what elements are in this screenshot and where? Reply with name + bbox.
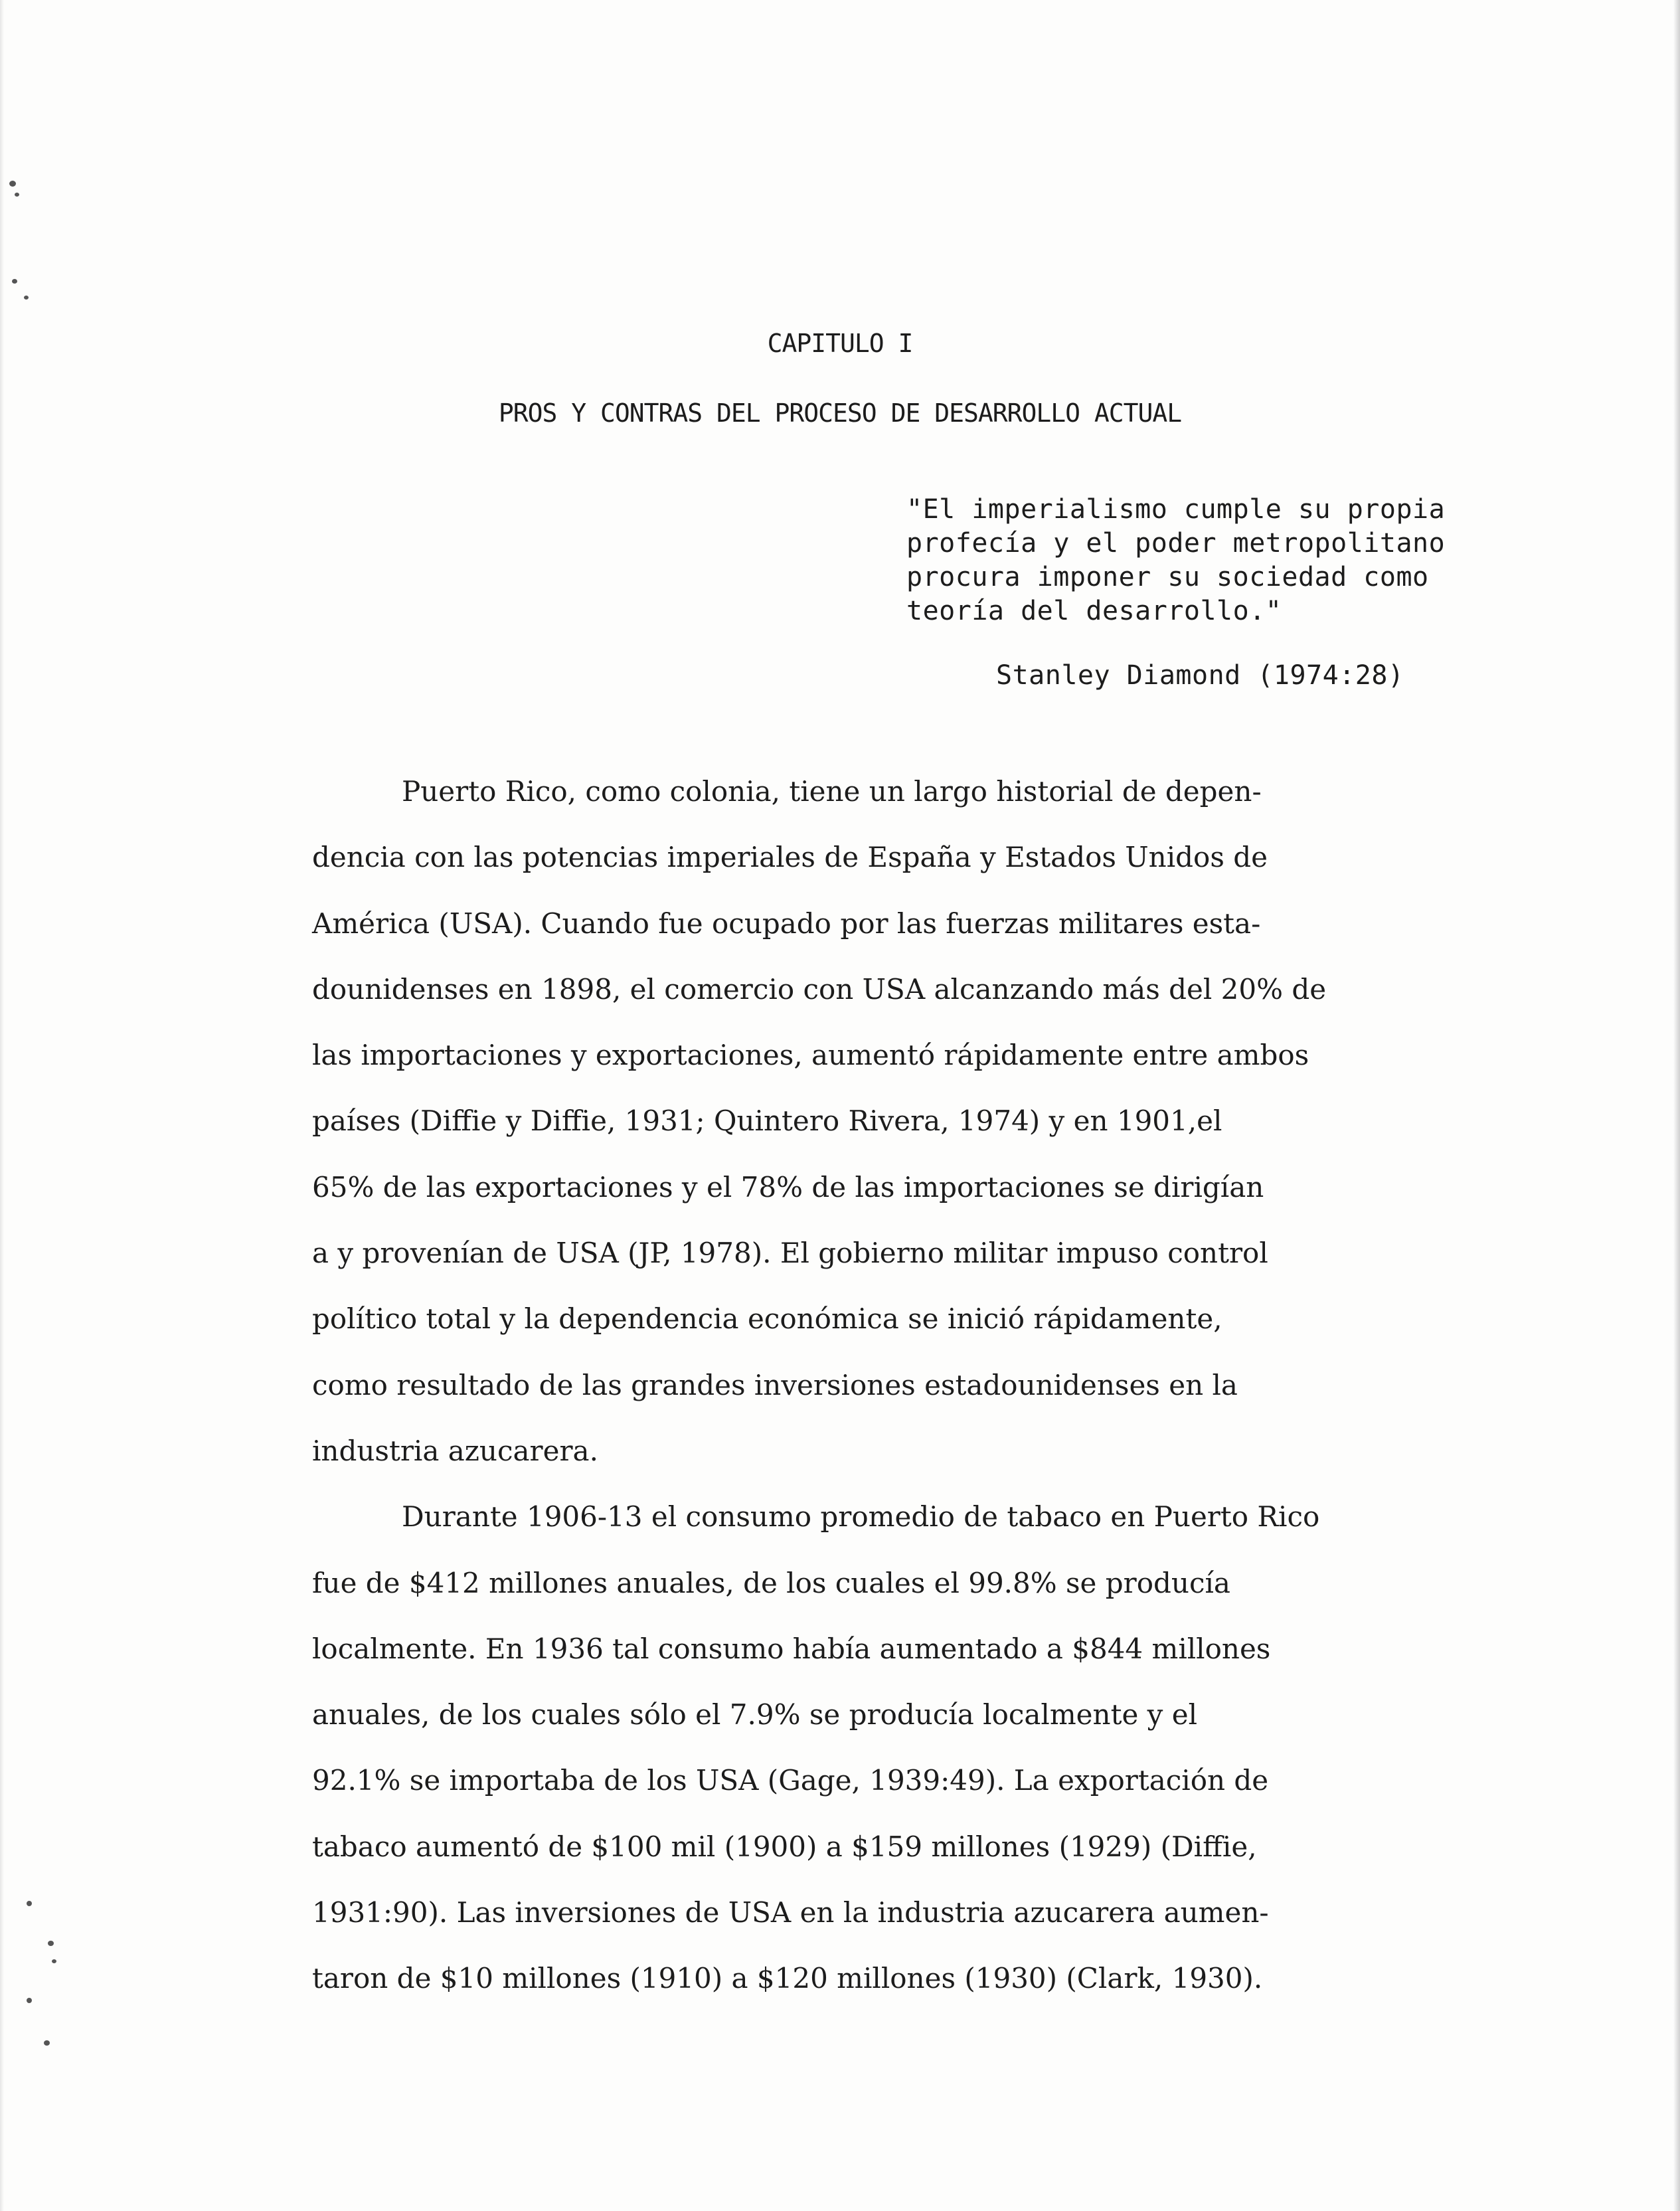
paragraph-2 <box>312 1484 1574 2011</box>
epigraph <box>906 493 1570 628</box>
text-line: tabaco aumentó de $100 mil (1900) a $159 millones (1929) (Diffie, <box>312 1830 1257 1863</box>
text-line: 65% de las exportaciones y el 78% de las importaciones se dirigían <box>312 1170 1264 1203</box>
text-line: taron de $10 millones (1910) a $120 millones (1930) (Clark, 1930). <box>312 1962 1263 1995</box>
scan-speck <box>12 279 17 284</box>
text-line: América (USA). Cuando fue ocupado por las fuerzas militares esta- <box>312 907 1261 940</box>
scan-speck <box>9 181 16 187</box>
text-line: Puerto Rico, como colonia, tiene un largo historial de depen- <box>402 775 1262 808</box>
text-line: anuales, de los cuales sólo el 7.9% se producía localmente y el <box>312 1698 1198 1731</box>
text-line: político total y la dependencia económica se inició rápidamente, <box>312 1302 1222 1336</box>
text-line: como resultado de las grandes inversiones estadounidenses en la <box>312 1368 1238 1401</box>
scan-speck <box>27 1901 32 1906</box>
text-line: localmente. En 1936 tal consumo había aumentado a $844 millones <box>312 1632 1271 1665</box>
text-line: 92.1% se importaba de los USA (Gage, 1939:49). La exportación de <box>312 1764 1269 1797</box>
body-text <box>312 758 1574 2012</box>
scan-speck <box>48 1941 54 1946</box>
epigraph-line: teoría del desarrollo." <box>906 596 1282 626</box>
chapter-heading: CAPITULO I <box>767 329 913 358</box>
text-line: industria azucarera. <box>312 1434 598 1467</box>
scan-speck <box>24 296 29 300</box>
text-line: fue de $412 millones anuales, de los cuales el 99.8% se producía <box>312 1566 1230 1599</box>
scan-speck <box>52 1959 56 1963</box>
text-line: dounidenses en 1898, el comercio con USA alcanzando más del 20% de <box>312 972 1327 1006</box>
text-line: países (Diffie y Diffie, 1931; Quintero Rivera, 1974) y en 1901,el <box>312 1105 1222 1138</box>
epigraph-attribution: Stanley Diamond (1974:28) <box>996 660 1404 691</box>
text-line: Durante 1906-13 el consumo promedio de tabaco en Puerto Rico <box>402 1500 1320 1534</box>
paragraph-1 <box>312 758 1574 1484</box>
chapter-title: PROS Y CONTRAS DEL PROCESO DE DESARROLLO ACTUAL <box>498 398 1182 428</box>
epigraph-line: profecía y el poder metropolitano <box>906 528 1446 559</box>
text-line: las importaciones y exportaciones, aumentó rápidamente entre ambos <box>312 1039 1309 1072</box>
scan-speck <box>27 1998 32 2003</box>
text-line: dencia con las potencias imperiales de España y Estados Unidos de <box>312 841 1268 874</box>
text-line: 1931:90). Las inversiones de USA en la industria azucarera aumen- <box>312 1896 1269 1929</box>
text-line: a y provenían de USA (JP, 1978). El gobierno militar impuso control <box>312 1237 1268 1270</box>
epigraph-line: "El imperialismo cumple su propia <box>906 494 1446 525</box>
scan-speck <box>44 2040 50 2046</box>
epigraph-line: procura imponer su sociedad como <box>906 562 1429 592</box>
scan-speck <box>15 193 19 197</box>
